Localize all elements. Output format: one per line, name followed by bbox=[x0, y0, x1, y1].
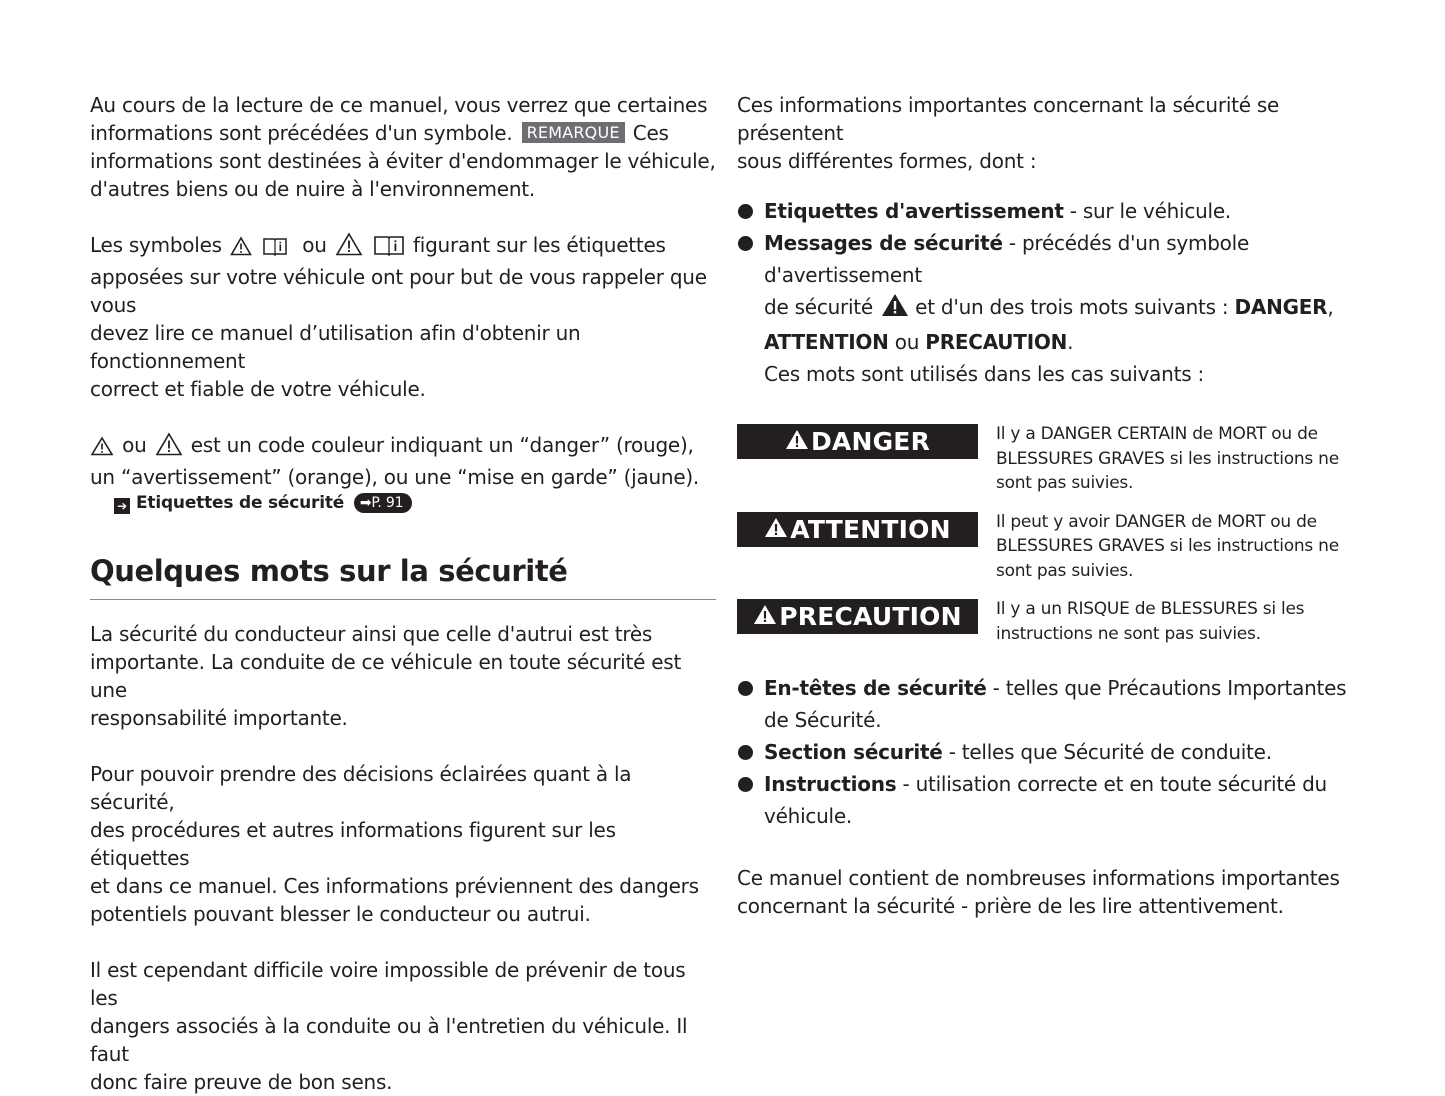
text-line: informations sont destinées à éviter d'endommager le véhicule, bbox=[90, 149, 716, 173]
text-line: figurant sur les étiquettes bbox=[413, 233, 666, 257]
text-line: Au cours de la lecture de ce manuel, vous verrez que certaines bbox=[90, 93, 708, 117]
list-item-title: En-têtes de sécurité bbox=[764, 676, 987, 700]
text-line: Les symboles bbox=[90, 233, 222, 257]
list-item bbox=[737, 768, 1387, 832]
list-item bbox=[737, 227, 1387, 390]
attention-label-text: ATTENTION bbox=[790, 514, 951, 544]
list-item-text: - utilisation correcte et en toute sécurité du bbox=[896, 772, 1327, 796]
text-line: informations sont précédées d'un symbole. bbox=[90, 121, 513, 145]
manual-book-icon bbox=[262, 235, 288, 263]
text-line: potentiels pouvant blesser le conducteur ou autrui. bbox=[90, 902, 591, 926]
text-line: Il y a un RISQUE de BLESSURES si les bbox=[996, 599, 1305, 619]
text-line: est un code couleur indiquant un “danger” (rouge), bbox=[190, 433, 694, 457]
list-item bbox=[737, 736, 1387, 768]
text-line: sous différentes formes, dont : bbox=[737, 149, 1037, 173]
page-reference-pill[interactable]: ➡P. 91 bbox=[354, 493, 413, 513]
manual-book-large-icon bbox=[373, 234, 405, 263]
text-line: BLESSURES GRAVES si les instructions ne bbox=[996, 536, 1339, 556]
precaution-signal-row bbox=[737, 597, 1387, 646]
list-item-text: - précédés d'un symbole d'avertissement bbox=[764, 231, 1250, 287]
danger-label bbox=[737, 424, 978, 459]
text-or: ou bbox=[122, 433, 147, 457]
list-item-title: Section sécurité bbox=[764, 740, 943, 764]
text-line: sont pas suivies. bbox=[996, 560, 1134, 581]
warning-outline-small-icon bbox=[90, 435, 114, 463]
signal-word: ATTENTION bbox=[764, 330, 889, 354]
list-item-text: ou bbox=[888, 330, 926, 354]
list-item-title: Messages de sécurité bbox=[764, 231, 1003, 255]
danger-description bbox=[996, 422, 1341, 496]
text-line: Ces bbox=[632, 121, 669, 145]
list-item-text: de Sécurité. bbox=[764, 708, 882, 732]
text-line: Il y a DANGER CERTAIN de MORT ou de bbox=[996, 424, 1318, 444]
text-line: apposées sur votre véhicule ont pour but de vous rappeler que vous bbox=[90, 265, 707, 317]
text-or: ou bbox=[302, 233, 327, 257]
attention-label bbox=[737, 512, 978, 547]
section-heading: Quelques mots sur la sécurité bbox=[90, 551, 716, 600]
page-reference-text: P. 91 bbox=[371, 495, 404, 511]
list-item-text: - sur le véhicule. bbox=[1063, 199, 1231, 223]
text-line: sont pas suivies. bbox=[996, 473, 1134, 493]
warning-inverse-icon bbox=[753, 602, 777, 631]
warning-outline-icon bbox=[335, 232, 363, 263]
attention-description bbox=[996, 510, 1341, 584]
text-line: Ce manuel contient de nombreuses informations importantes bbox=[737, 866, 1340, 890]
list-item-title: Instructions bbox=[764, 772, 897, 796]
text-line: correct et fiable de votre véhicule. bbox=[90, 377, 426, 401]
signal-word: DANGER bbox=[1234, 295, 1328, 319]
remarque-tag: REMARQUE bbox=[522, 122, 625, 143]
list-item-text: véhicule. bbox=[764, 804, 853, 828]
text-line: dangers associés à la conduite ou à l'entretien du véhicule. Il faut bbox=[90, 1014, 688, 1066]
safety-forms-list bbox=[737, 195, 1387, 390]
text-line: Il est cependant difficile voire impossible de prévenir de tous les bbox=[90, 958, 686, 1010]
precaution-label-text: PRECAUTION bbox=[779, 602, 962, 631]
signal-word: PRECAUTION bbox=[925, 330, 1068, 354]
danger-label-text: DANGER bbox=[810, 427, 931, 456]
list-item-text: - telles que Précautions Importantes bbox=[986, 676, 1347, 700]
precaution-label bbox=[737, 599, 978, 634]
safety-paragraph-1 bbox=[90, 620, 716, 732]
text-line: donc faire preuve de bon sens. bbox=[90, 1070, 393, 1094]
text-line: concernant la sécurité - prière de les lire attentivement. bbox=[737, 894, 1284, 918]
text-line: responsabilité importante. bbox=[90, 706, 348, 730]
list-item-title: Etiquettes d'avertissement bbox=[764, 199, 1064, 223]
text-line: et dans ce manuel. Ces informations préviennent des dangers bbox=[90, 874, 699, 898]
forms-intro bbox=[737, 91, 1387, 175]
color-code-paragraph bbox=[90, 431, 716, 491]
safety-paragraph-3 bbox=[90, 956, 716, 1096]
warning-filled-icon bbox=[881, 293, 909, 326]
warning-outline-icon bbox=[155, 432, 183, 463]
list-item bbox=[737, 672, 1387, 736]
list-item-text: , bbox=[1327, 295, 1334, 319]
text-line: importante. La conduite de ce véhicule en toute sécurité est une bbox=[90, 650, 682, 702]
list-item-text: de sécurité bbox=[764, 295, 873, 319]
list-item-text: - telles que Sécurité de conduite. bbox=[942, 740, 1272, 764]
cross-reference-link[interactable] bbox=[114, 491, 716, 515]
text-line: d'autres biens ou de nuire à l'environnement. bbox=[90, 177, 535, 201]
list-item bbox=[737, 195, 1387, 227]
left-column bbox=[90, 91, 716, 1096]
safety-paragraph-2 bbox=[90, 760, 716, 928]
text-line: BLESSURES GRAVES si les instructions ne bbox=[996, 448, 1339, 469]
safety-forms-list-continued bbox=[737, 672, 1387, 832]
danger-signal-row bbox=[737, 422, 1387, 496]
text-line: La sécurité du conducteur ainsi que celle d'autrui est très bbox=[90, 622, 653, 646]
warning-inverse-icon bbox=[785, 427, 809, 456]
right-column bbox=[737, 91, 1387, 920]
list-item-text: et d'un des trois mots suivants : bbox=[909, 295, 1235, 319]
text-line: Pour pouvoir prendre des décisions éclairées quant à la sécurité, bbox=[90, 762, 632, 814]
attention-signal-row bbox=[737, 510, 1387, 584]
intro-paragraph bbox=[90, 91, 716, 203]
list-item-text: . bbox=[1067, 330, 1074, 354]
precaution-description bbox=[996, 597, 1341, 646]
closing-paragraph bbox=[737, 864, 1387, 920]
text-line: devez lire ce manuel d’utilisation afin d'obtenir un fonctionnement bbox=[90, 321, 581, 373]
text-line: des procédures et autres informations figurent sur les étiquettes bbox=[90, 818, 616, 870]
text-line: Ces informations importantes concernant la sécurité se présentent bbox=[737, 93, 1280, 145]
xref-label: Etiquettes de sécurité bbox=[136, 493, 345, 513]
list-item-text: Ces mots sont utilisés dans les cas suivants : bbox=[764, 362, 1204, 386]
text-line: Il peut y avoir DANGER de MORT ou de bbox=[996, 511, 1317, 532]
warning-inverse-icon bbox=[764, 515, 788, 544]
text-line: un “avertissement” (orange), ou une “mise en garde” (jaune). bbox=[90, 465, 700, 489]
warning-outline-small-icon bbox=[230, 235, 252, 263]
text-line: instructions ne sont pas suivies. bbox=[996, 623, 1261, 644]
symbols-paragraph bbox=[90, 231, 716, 403]
arrow-right-icon: ➔ bbox=[114, 498, 130, 514]
